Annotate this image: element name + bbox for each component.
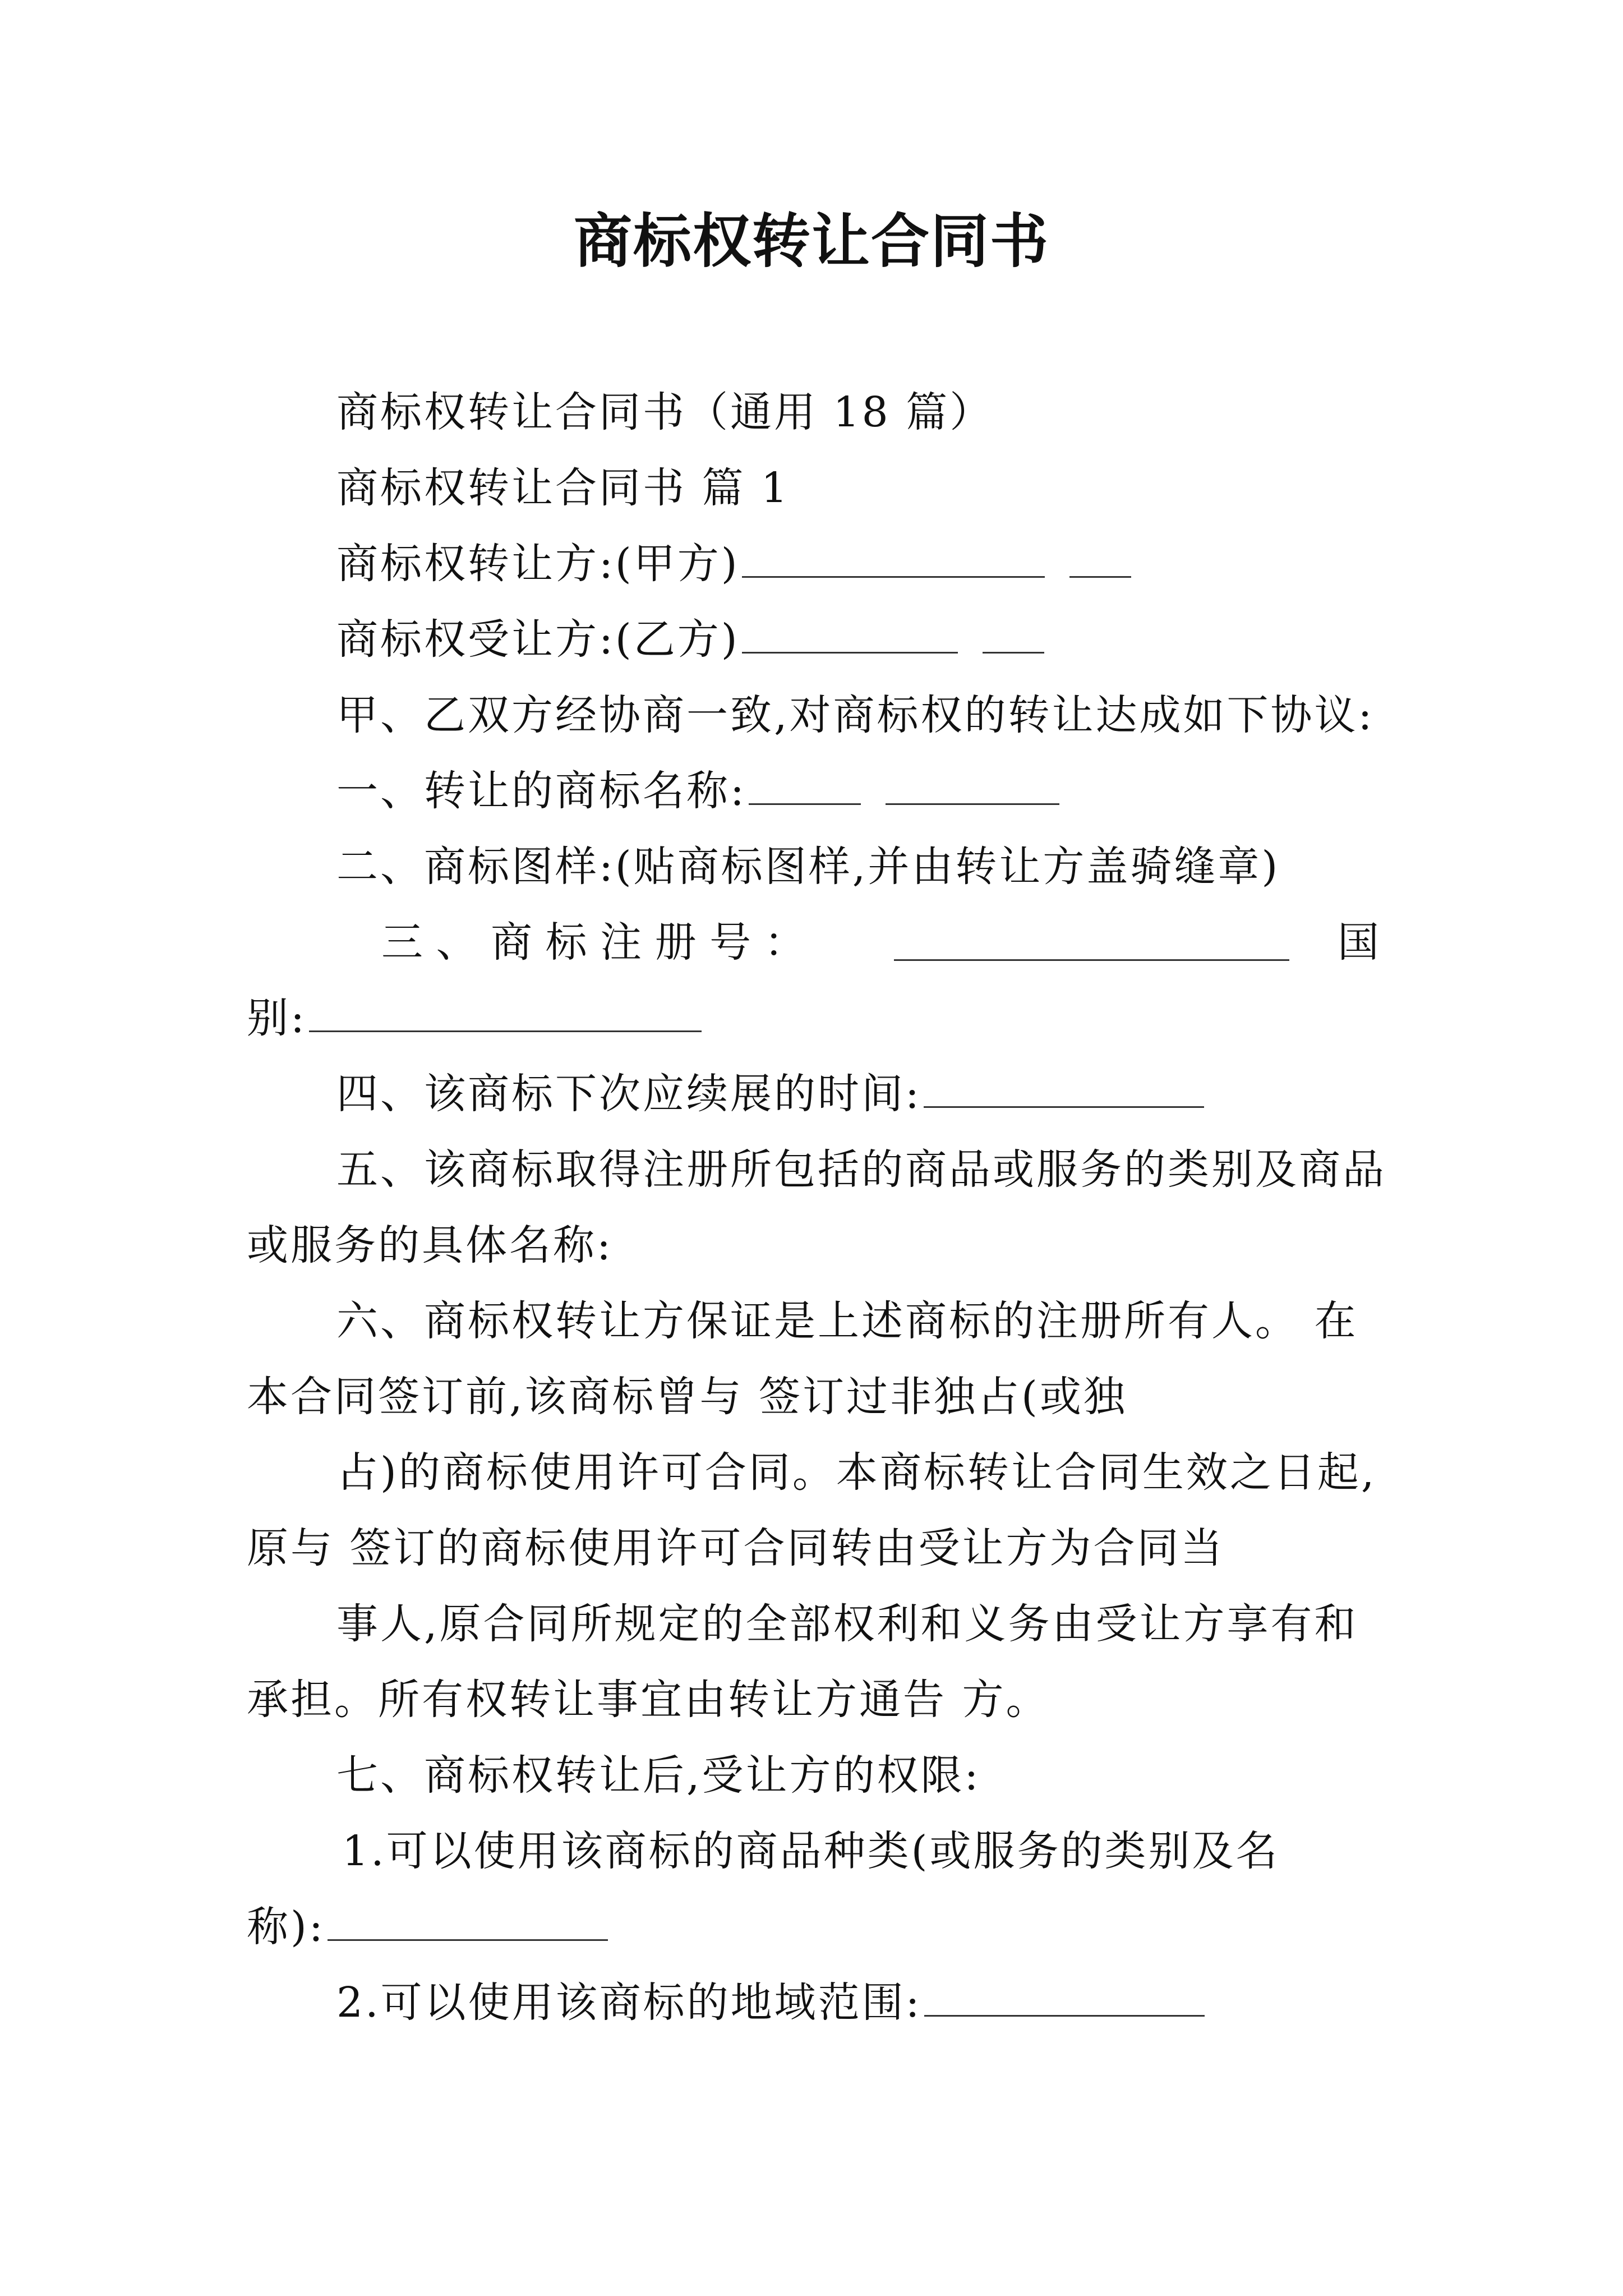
item-7-1-line-2 bbox=[247, 1899, 608, 1955]
party-b-line bbox=[336, 611, 1044, 668]
item-3-country: 国 bbox=[1338, 918, 1379, 967]
item-1-blank bbox=[749, 764, 861, 805]
party-a-blank-2 bbox=[1069, 537, 1131, 578]
item-7-2-blank bbox=[924, 1976, 1205, 2017]
item-3-cont-label: 别: bbox=[247, 994, 307, 1042]
item-3-country-blank bbox=[309, 991, 702, 1032]
item-6-line-2: 本合同签订前,该商标曾与 签订过非独占(或独 bbox=[247, 1373, 1127, 1421]
item-7-1-label: 称): bbox=[247, 1903, 325, 1951]
item-1-blank-2 bbox=[886, 764, 1059, 805]
item-3-label: 三 、 商 标 注 册 号 ： bbox=[381, 918, 806, 967]
party-b-blank-2 bbox=[983, 613, 1044, 654]
item-7-2-line bbox=[336, 1975, 1205, 2031]
item-5-line-1: 五、该商标取得注册所包括的商品或服务的类别及商品 bbox=[336, 1145, 1386, 1194]
item-7-1-line-1: 1.可以使用该商标的商品种类(或服务的类别及名 bbox=[342, 1827, 1280, 1875]
party-a-line bbox=[336, 536, 1131, 592]
item-6-line-6: 承担。所有权转让事宜由转让方通告 方。 bbox=[247, 1676, 1050, 1724]
item-3-registration-blank bbox=[894, 920, 1289, 961]
party-a-blank bbox=[742, 537, 1045, 578]
item-7: 七、商标权转让后,受让方的权限: bbox=[336, 1751, 981, 1800]
item-4-blank bbox=[924, 1067, 1204, 1108]
item-6-line-1: 六、商标权转让方保证是上述商标的注册所有人。 在 bbox=[336, 1297, 1358, 1345]
item-6-line-3: 占)的商标使用许可合同。本商标转让合同生效之日起, bbox=[336, 1448, 1377, 1497]
item-2: 二、商标图样:(贴商标图样,并由转让方盖骑缝章) bbox=[336, 843, 1280, 891]
subtitle: 商标权转让合同书（通用 18 篇） bbox=[336, 388, 994, 436]
document-title: 商标权转让合同书 bbox=[573, 206, 1049, 275]
item-7-1-blank bbox=[328, 1900, 608, 1941]
item-7-2-label: 2.可以使用该商标的地域范围: bbox=[336, 1978, 922, 2027]
item-6-line-4: 原与 签订的商标使用许可合同转由受让方为合同当 bbox=[247, 1524, 1225, 1572]
item-5-line-2: 或服务的具体名称: bbox=[247, 1221, 613, 1269]
item-4-line bbox=[336, 1066, 1204, 1122]
item-4-label: 四、该商标下次应续展的时间: bbox=[336, 1070, 921, 1118]
party-a-label: 商标权转让方:(甲方) bbox=[336, 540, 740, 588]
party-b-label: 商标权受让方:(乙方) bbox=[336, 615, 740, 664]
item-1-line bbox=[336, 763, 1059, 819]
agreement-intro: 甲、乙双方经协商一致,对商标权的转让达成如下协议: bbox=[336, 691, 1375, 739]
section-heading: 商标权转让合同书 篇 1 bbox=[336, 464, 790, 512]
item-1-label: 一、转让的商标名称: bbox=[336, 767, 746, 815]
item-3-cont-line bbox=[247, 990, 702, 1046]
party-b-blank bbox=[742, 613, 958, 654]
item-6-line-5: 事人,原合同所规定的全部权利和义务由受让方享有和 bbox=[336, 1600, 1358, 1648]
